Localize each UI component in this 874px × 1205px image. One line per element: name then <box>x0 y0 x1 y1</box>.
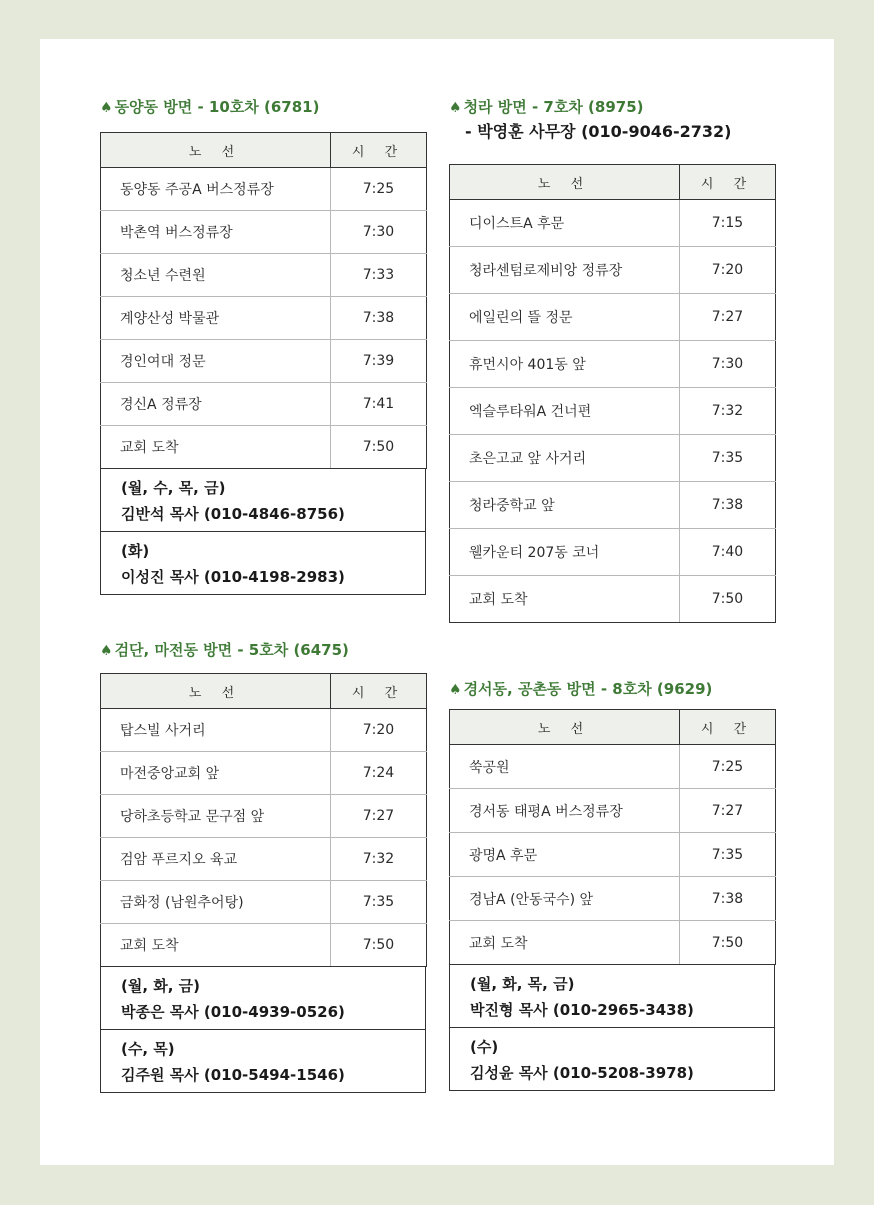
table-row <box>101 426 427 469</box>
stop-time: 7:41 <box>331 383 427 426</box>
table-row <box>450 435 776 482</box>
stop-name: 계양산성 박물관 <box>101 297 331 340</box>
route-manager: - 박영훈 사무장 (010-9046-2732) <box>465 122 732 141</box>
stop-name: 교회 도착 <box>101 924 331 967</box>
stop-name: 금화정 (남원추어탕) <box>101 881 331 924</box>
route-table <box>449 709 776 965</box>
stop-name: 광명A 후문 <box>450 833 680 877</box>
route-header: 노 선 <box>101 133 331 168</box>
table-row <box>450 294 776 341</box>
route-title: ♠ 청라 방면 - 7호차 (8975) <box>449 98 644 116</box>
stop-time: 7:32 <box>680 388 776 435</box>
stop-time: 7:38 <box>331 297 427 340</box>
contact-person: 박진형 목사 (010-2965-3438) <box>470 1001 694 1019</box>
contact-person: 박종은 목사 (010-4939-0526) <box>121 1003 345 1021</box>
stop-time: 7:50 <box>331 924 427 967</box>
stop-name: 탑스빌 사거리 <box>101 709 331 752</box>
contact-person: 이성진 목사 (010-4198-2983) <box>121 568 345 586</box>
table-row <box>450 921 776 965</box>
route-title: ♠ 검단, 마전동 방면 - 5호차 (6475) <box>100 641 349 659</box>
stop-time: 7:24 <box>331 752 427 795</box>
stop-name: 검암 푸르지오 육교 <box>101 838 331 881</box>
route-title: ♠ 동양동 방면 - 10호차 (6781) <box>100 98 320 116</box>
stop-name: 당하초등학교 문구점 앞 <box>101 795 331 838</box>
stop-time: 7:33 <box>331 254 427 297</box>
route-table <box>100 673 427 967</box>
bus-block-cheongna <box>449 96 775 623</box>
table-row <box>450 388 776 435</box>
contact-entry <box>450 1027 774 1090</box>
time-header: 시 간 <box>680 165 776 200</box>
bus-block-dongyang <box>100 96 426 595</box>
contact-entry <box>101 469 425 531</box>
table-row <box>101 924 427 967</box>
table-header <box>450 710 776 745</box>
driver-contacts <box>449 965 775 1091</box>
stop-time: 7:25 <box>331 168 427 211</box>
contact-entry <box>101 967 425 1029</box>
contact-days: (화) <box>121 542 150 560</box>
stop-name: 디이스트A 후문 <box>450 200 680 247</box>
stop-time: 7:27 <box>331 795 427 838</box>
route-header: 노 선 <box>101 674 331 709</box>
stop-time: 7:35 <box>331 881 427 924</box>
table-row <box>450 789 776 833</box>
stop-time: 7:35 <box>680 833 776 877</box>
stop-name: 웰카운티 207동 코너 <box>450 529 680 576</box>
stop-time: 7:25 <box>680 745 776 789</box>
spade-icon: ♠ <box>449 100 462 116</box>
contact-person: 김반석 목사 (010-4846-8756) <box>121 505 345 523</box>
spade-icon: ♠ <box>100 100 113 116</box>
table-header <box>101 133 427 168</box>
stop-time: 7:20 <box>680 247 776 294</box>
spade-icon: ♠ <box>100 643 113 659</box>
table-header <box>101 674 427 709</box>
stop-time: 7:35 <box>680 435 776 482</box>
table-row <box>101 881 427 924</box>
stop-name: 교회 도착 <box>450 921 680 965</box>
table-row <box>450 247 776 294</box>
contact-person: 김주원 목사 (010-5494-1546) <box>121 1066 345 1084</box>
bus-block-gyeongseo <box>449 678 775 1091</box>
table-row <box>101 297 427 340</box>
stop-name: 박촌역 버스정류장 <box>101 211 331 254</box>
stop-name: 교회 도착 <box>101 426 331 469</box>
table-row <box>450 529 776 576</box>
route-header: 노 선 <box>450 710 680 745</box>
stop-time: 7:39 <box>331 340 427 383</box>
stop-time: 7:30 <box>680 341 776 388</box>
schedule-page <box>40 39 834 1165</box>
stop-time: 7:50 <box>680 921 776 965</box>
table-row <box>101 709 427 752</box>
stop-name: 교회 도착 <box>450 576 680 623</box>
table-row <box>101 340 427 383</box>
contact-days: (월, 화, 목, 금) <box>470 975 575 993</box>
stop-time: 7:20 <box>331 709 427 752</box>
bus-block-geomdan <box>100 639 426 1093</box>
table-row <box>101 795 427 838</box>
table-row <box>450 482 776 529</box>
route-title: ♠ 경서동, 공촌동 방면 - 8호차 (9629) <box>449 680 713 698</box>
stop-name: 경인여대 정문 <box>101 340 331 383</box>
stop-name: 에일린의 뜰 정문 <box>450 294 680 341</box>
stop-time: 7:38 <box>680 482 776 529</box>
stop-time: 7:27 <box>680 789 776 833</box>
table-row <box>101 254 427 297</box>
time-header: 시 간 <box>331 674 427 709</box>
contact-days: (수, 목) <box>121 1040 175 1058</box>
stop-name: 마전중앙교회 앞 <box>101 752 331 795</box>
stop-time: 7:50 <box>680 576 776 623</box>
table-row <box>450 341 776 388</box>
stop-name: 경신A 정류장 <box>101 383 331 426</box>
table-row <box>101 211 427 254</box>
stop-time: 7:38 <box>680 877 776 921</box>
time-header: 시 간 <box>331 133 427 168</box>
stop-time: 7:40 <box>680 529 776 576</box>
stop-name: 쑥공원 <box>450 745 680 789</box>
stop-time: 7:32 <box>331 838 427 881</box>
table-row <box>101 383 427 426</box>
contact-person: 김성윤 목사 (010-5208-3978) <box>470 1064 694 1082</box>
contact-entry <box>450 965 774 1027</box>
stop-name: 동양동 주공A 버스정류장 <box>101 168 331 211</box>
table-row <box>101 838 427 881</box>
table-row <box>450 576 776 623</box>
stop-name: 경남A (안동국수) 앞 <box>450 877 680 921</box>
table-row <box>450 200 776 247</box>
spade-icon: ♠ <box>449 682 462 698</box>
stop-time: 7:50 <box>331 426 427 469</box>
table-row <box>450 745 776 789</box>
stop-name: 엑슬루타워A 건너편 <box>450 388 680 435</box>
contact-days: (월, 화, 금) <box>121 977 201 995</box>
contact-entry <box>101 531 425 594</box>
stop-name: 청라센텀로제비앙 정류장 <box>450 247 680 294</box>
contact-days: (월, 수, 목, 금) <box>121 479 226 497</box>
stop-name: 청라중학교 앞 <box>450 482 680 529</box>
driver-contacts <box>100 967 426 1093</box>
contact-days: (수) <box>470 1038 499 1056</box>
stop-name: 초은고교 앞 사거리 <box>450 435 680 482</box>
route-table <box>449 164 776 623</box>
stop-name: 청소년 수련원 <box>101 254 331 297</box>
table-header <box>450 165 776 200</box>
stop-name: 휴먼시아 401동 앞 <box>450 341 680 388</box>
table-row <box>101 752 427 795</box>
stop-time: 7:27 <box>680 294 776 341</box>
driver-contacts <box>100 469 426 595</box>
time-header: 시 간 <box>680 710 776 745</box>
route-header: 노 선 <box>450 165 680 200</box>
stop-time: 7:30 <box>331 211 427 254</box>
table-row <box>450 877 776 921</box>
stop-name: 경서동 태평A 버스정류장 <box>450 789 680 833</box>
contact-entry <box>101 1029 425 1092</box>
table-row <box>101 168 427 211</box>
route-table <box>100 132 427 469</box>
table-row <box>450 833 776 877</box>
stop-time: 7:15 <box>680 200 776 247</box>
